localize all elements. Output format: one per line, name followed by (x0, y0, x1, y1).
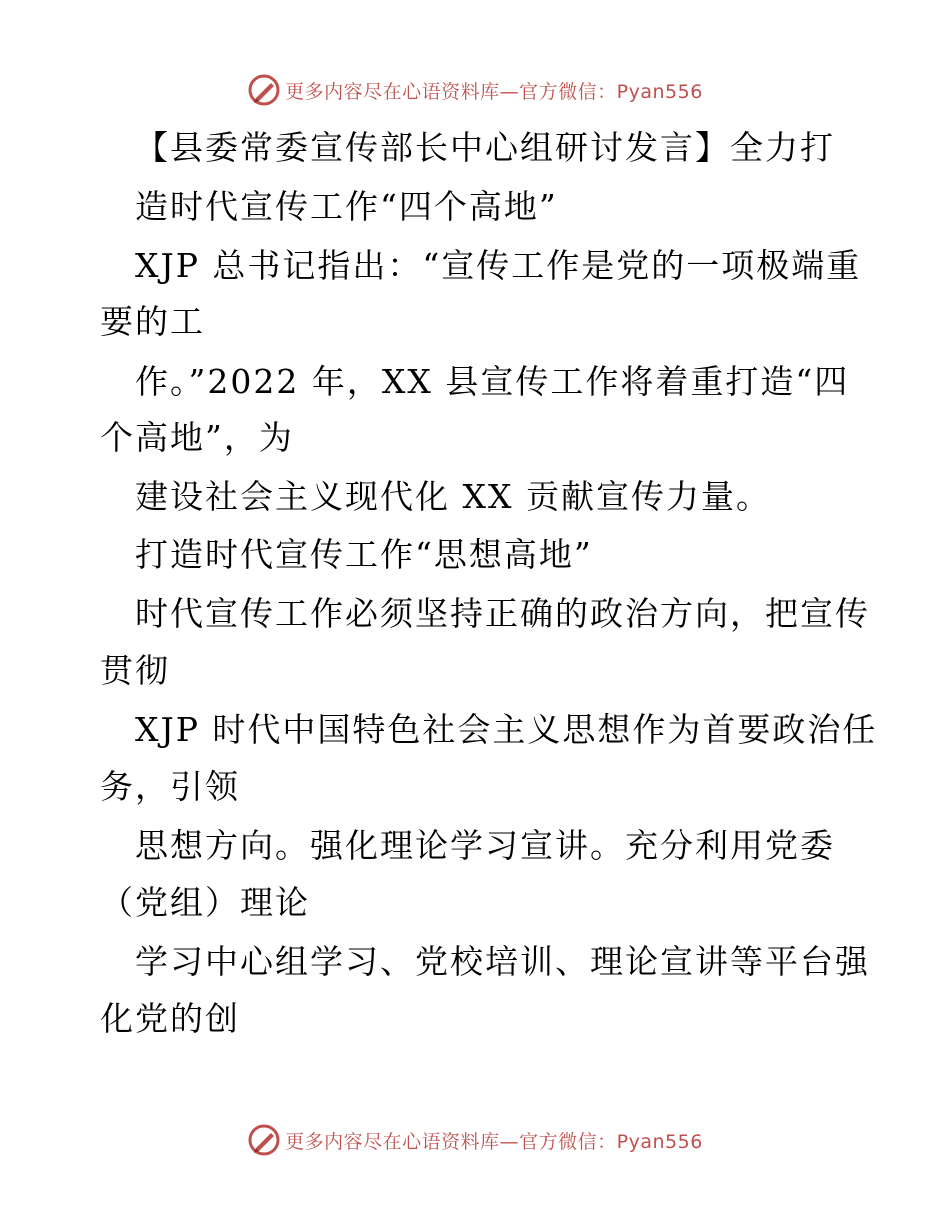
pen-logo-icon (247, 1123, 281, 1157)
paragraph-line: 要的工 (100, 302, 205, 341)
paragraph-line: （党组）理论 (100, 883, 310, 922)
paragraph-line: 作。”2022 年，XX 县宣传工作将着重打造“四 (135, 362, 850, 401)
watermark-text: 更多内容尽在心语资料库—官方微信：Pyan556 (285, 1130, 703, 1153)
paragraph-line: 思想方向。强化理论学习宣讲。充分利用党委 (135, 826, 835, 865)
document-title-line-1: 【县委常委宣传部长中心组研讨发言】全力打 (135, 128, 835, 167)
watermark-text: 更多内容尽在心语资料库—官方微信：Pyan556 (285, 80, 703, 103)
section-heading: 打造时代宣传工作“思想高地” (135, 535, 593, 574)
header-watermark (0, 70, 950, 110)
paragraph-line: 务，引领 (100, 767, 240, 806)
paragraph-line: 贯彻 (100, 651, 170, 690)
paragraph-line: 化党的创 (100, 999, 240, 1038)
paragraph-line: 个高地”，为 (100, 418, 294, 457)
paragraph-line: XJP 时代中国特色社会主义思想作为首要政治任 (135, 710, 878, 749)
paragraph-line: XJP 总书记指出：“宣传工作是党的一项极端重 (135, 246, 862, 285)
pen-logo-icon (247, 73, 281, 107)
document-title-line-2: 造时代宣传工作“四个高地” (135, 187, 558, 226)
paragraph-line: 建设社会主义现代化 XX 贡献宣传力量。 (135, 477, 771, 516)
paragraph-line: 学习中心组学习、党校培训、理论宣讲等平台强 (135, 942, 870, 981)
footer-watermark (0, 1120, 950, 1160)
paragraph-line: 时代宣传工作必须坚持正确的政治方向，把宣传 (135, 594, 870, 633)
